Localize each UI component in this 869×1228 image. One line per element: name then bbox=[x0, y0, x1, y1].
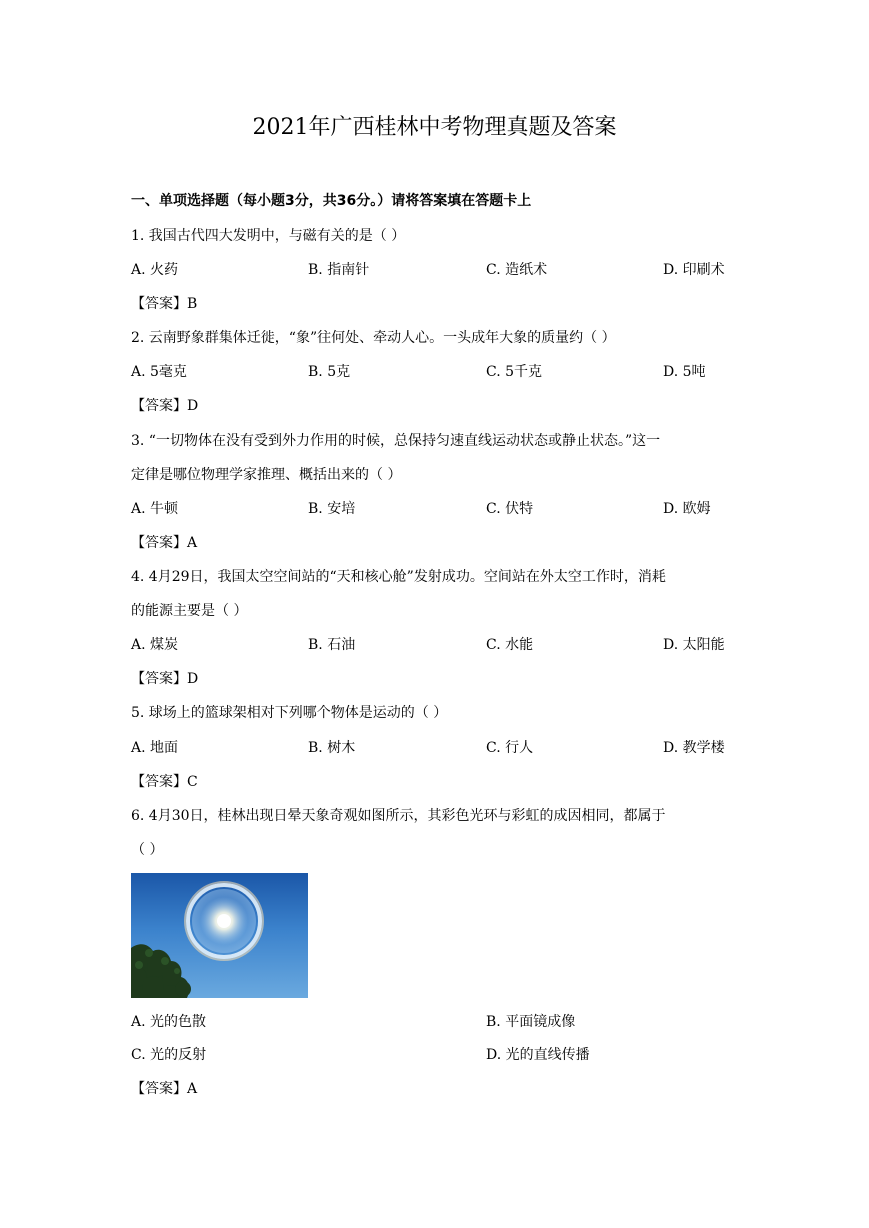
question-3-text-cont: 定律是哪位物理学家推理、概括出来的（ ） bbox=[131, 467, 402, 483]
question-4-text-cont: 的能源主要是（ ） bbox=[131, 603, 248, 619]
question-1-answer bbox=[131, 293, 197, 315]
answer-value: A bbox=[187, 1081, 198, 1097]
answer-label: 【答案】 bbox=[131, 774, 187, 790]
question-2-answer bbox=[131, 395, 198, 417]
question-1-option-d: D. 印刷术 bbox=[663, 262, 725, 278]
page-title: 2021年广西桂林中考物理真题及答案 bbox=[252, 115, 617, 140]
question-6-option-a: A. 光的色散 bbox=[131, 1014, 207, 1030]
answer-label: 【答案】 bbox=[131, 1081, 187, 1097]
question-5-option-b: B. 树木 bbox=[308, 740, 356, 756]
question-4-text: 4. 4月29日，我国太空空间站的“天和核心舱”发射成功。空间站在外太空工作时，消耗 bbox=[131, 569, 666, 585]
question-2-option-d: D. 5吨 bbox=[663, 364, 706, 380]
question-3-text: 3. “一切物体在没有受到外力作用的时候，总保持匀速直线运动状态或静止状态。”这一 bbox=[131, 433, 661, 449]
question-5-option-a: A. 地面 bbox=[131, 740, 179, 756]
question-2-option-a: A. 5毫克 bbox=[131, 364, 187, 380]
question-4-option-c: C. 水能 bbox=[486, 637, 534, 653]
question-3-option-a: A. 牛顿 bbox=[131, 501, 179, 517]
question-6-text: 6. 4月30日，桂林出现日晕天象奇观如图所示，其彩色光环与彩虹的成因相同，都属于 bbox=[131, 808, 666, 824]
answer-label: 【答案】 bbox=[131, 535, 187, 551]
answer-value: D bbox=[187, 398, 199, 414]
question-5-answer bbox=[131, 771, 198, 793]
question-4-option-d: D. 太阳能 bbox=[663, 637, 725, 653]
question-5-text: 5. 球场上的篮球架相对下列哪个物体是运动的（ ） bbox=[131, 705, 448, 721]
question-1-option-a: A. 火药 bbox=[131, 262, 179, 278]
question-4-option-b: B. 石油 bbox=[308, 637, 356, 653]
question-2-text: 2. 云南野象群集体迁徙，“象”往何处、牵动人心。一头成年大象的质量约（ ） bbox=[131, 330, 616, 346]
question-6-option-c: C. 光的反射 bbox=[131, 1047, 207, 1063]
sun-halo-photo bbox=[131, 873, 308, 998]
question-1-option-b: B. 指南针 bbox=[308, 262, 370, 278]
answer-value: C bbox=[187, 774, 198, 790]
question-5-option-c: C. 行人 bbox=[486, 740, 534, 756]
sun-halo-image bbox=[131, 873, 308, 998]
question-3-option-c: C. 伏特 bbox=[486, 501, 534, 517]
question-3-option-b: B. 安培 bbox=[308, 501, 356, 517]
answer-label: 【答案】 bbox=[131, 398, 187, 414]
question-6-text-cont: （ ） bbox=[131, 842, 164, 858]
answer-value: D bbox=[187, 671, 199, 687]
answer-label: 【答案】 bbox=[131, 671, 187, 687]
question-2-option-b: B. 5克 bbox=[308, 364, 351, 380]
section-heading: 一、单项选择题（每小题3分，共36分。）请将答案填在答题卡上 bbox=[131, 193, 532, 209]
question-6-answer bbox=[131, 1078, 197, 1100]
question-2-option-c: C. 5千克 bbox=[486, 364, 543, 380]
question-4-answer bbox=[131, 668, 198, 690]
answer-label: 【答案】 bbox=[131, 296, 187, 312]
question-6-option-d: D. 光的直线传播 bbox=[486, 1047, 590, 1063]
question-5-option-d: D. 教学楼 bbox=[663, 740, 725, 756]
answer-value: A bbox=[187, 535, 198, 551]
question-3-answer bbox=[131, 532, 197, 554]
question-6-option-b: B. 平面镜成像 bbox=[486, 1014, 576, 1030]
answer-value: B bbox=[187, 296, 198, 312]
question-1-option-c: C. 造纸术 bbox=[486, 262, 548, 278]
question-4-option-a: A. 煤炭 bbox=[131, 637, 179, 653]
question-1-text: 1. 我国古代四大发明中，与磁有关的是（ ） bbox=[131, 228, 406, 244]
question-3-option-d: D. 欧姆 bbox=[663, 501, 711, 517]
